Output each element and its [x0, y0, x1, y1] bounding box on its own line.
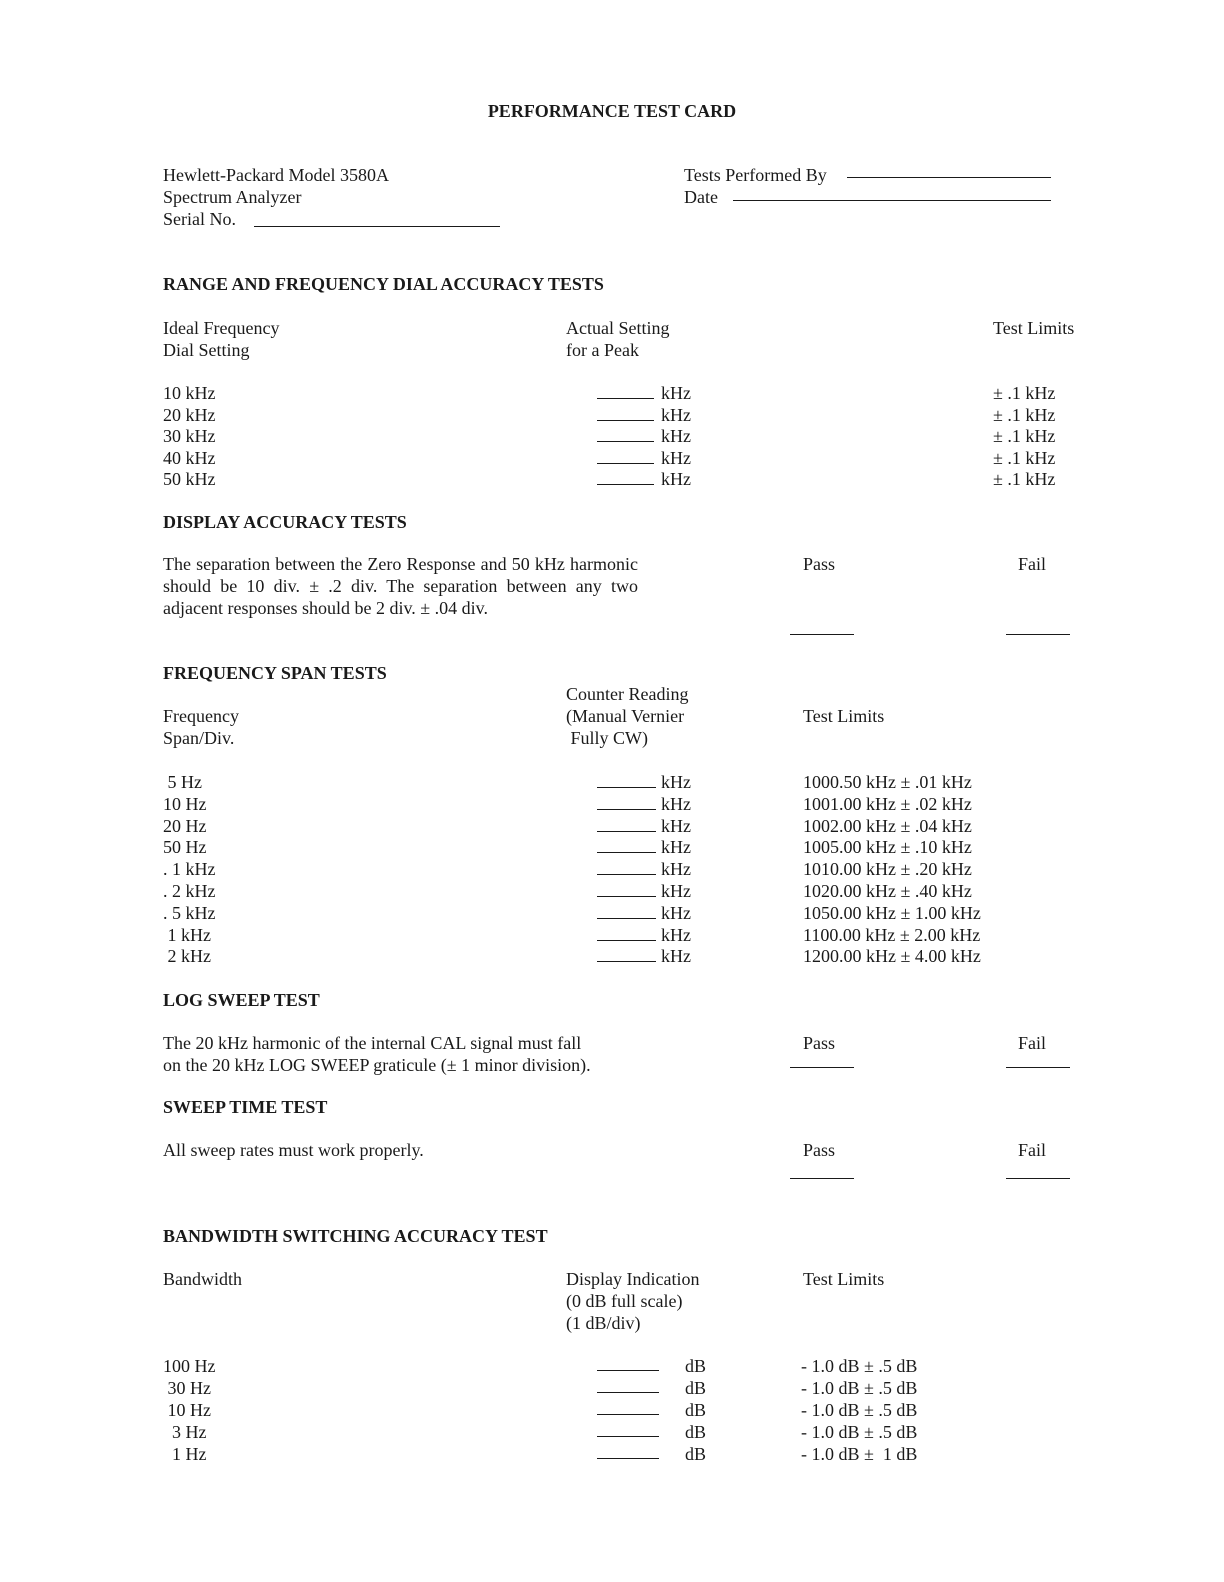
range-actual-field[interactable]	[597, 484, 654, 485]
range-actual-field[interactable]	[597, 441, 654, 442]
span-value: 2 kHz	[163, 946, 211, 967]
range-setting: 30 kHz	[163, 426, 216, 446]
span-value: 1 kHz	[163, 924, 211, 945]
span-limit: 1200.00 kHz ± 4.00 kHz	[803, 946, 981, 967]
display-pass-label: Pass	[803, 554, 836, 574]
span-reading-field[interactable]	[597, 874, 656, 875]
span-value: 10 Hz	[163, 793, 207, 814]
range-unit: kHz	[661, 469, 691, 489]
span-unit: kHz	[661, 793, 691, 814]
display-fail-field[interactable]	[1006, 634, 1070, 635]
range-limit: ± .1 kHz	[993, 447, 1056, 468]
span-limit: 1050.00 kHz ± 1.00 kHz	[803, 902, 981, 923]
date-field[interactable]	[733, 200, 1051, 201]
range-limit: ± .1 kHz	[993, 469, 1056, 489]
sweep-time-pass-field[interactable]	[790, 1178, 854, 1179]
span-value: . 5 kHz	[163, 902, 216, 923]
span-limit: 1002.00 kHz ± .04 kHz	[803, 815, 972, 836]
log-sweep-heading: LOG SWEEP TEST	[163, 990, 320, 1010]
bandwidth-unit: dB	[685, 1400, 707, 1420]
instrument-label: Spectrum Analyzer	[163, 187, 302, 207]
log-sweep-fail-label: Fail	[1018, 1033, 1047, 1053]
range-col2-line1: Actual Setting	[566, 318, 670, 338]
span-col1-line2: Span/Div.	[163, 728, 235, 748]
display-pass-field[interactable]	[790, 634, 854, 635]
range-unit: kHz	[661, 447, 691, 468]
span-value: 20 Hz	[163, 815, 207, 836]
log-sweep-text-line2: on the 20 kHz LOG SWEEP graticule (± 1 minor division).	[163, 1055, 591, 1075]
bandwidth-col2-line2: (0 dB full scale)	[566, 1291, 683, 1311]
bandwidth-unit: dB	[685, 1444, 707, 1464]
span-reading-field[interactable]	[597, 918, 656, 919]
sweep-time-pass-label: Pass	[803, 1140, 836, 1160]
span-reading-field[interactable]	[597, 961, 656, 962]
bandwidth-unit: dB	[685, 1356, 707, 1376]
bandwidth-indication-field[interactable]	[597, 1436, 659, 1437]
bandwidth-indication-field[interactable]	[597, 1458, 659, 1459]
range-limit: ± .1 kHz	[993, 426, 1056, 446]
bandwidth-value: 30 Hz	[163, 1378, 211, 1398]
date-label: Date	[684, 187, 718, 207]
span-limit: 1000.50 kHz ± .01 kHz	[803, 772, 972, 792]
range-limit: ± .1 kHz	[993, 404, 1056, 425]
sweep-time-text: All sweep rates must work properly.	[163, 1140, 424, 1160]
span-reading-field[interactable]	[597, 896, 656, 897]
span-limit: 1005.00 kHz ± .10 kHz	[803, 837, 972, 858]
bandwidth-limit: - 1.0 dB ± .5 dB	[801, 1356, 918, 1376]
sweep-time-heading: SWEEP TIME TEST	[163, 1097, 328, 1117]
span-value: . 2 kHz	[163, 881, 216, 901]
bandwidth-col1: Bandwidth	[163, 1269, 242, 1289]
bandwidth-col2-line1: Display Indication	[566, 1269, 700, 1289]
range-actual-field[interactable]	[597, 398, 654, 399]
span-value: 5 Hz	[163, 772, 202, 792]
span-reading-field[interactable]	[597, 852, 656, 853]
tests-performed-label: Tests Performed By	[684, 165, 827, 185]
range-unit: kHz	[661, 404, 691, 425]
span-reading-field[interactable]	[597, 831, 656, 832]
span-unit: kHz	[661, 902, 691, 923]
span-col1-line1: Frequency	[163, 706, 239, 726]
display-text: The separation between the Zero Response and 50 kHz harmonic should be 10 div. ± .2 div. The separation between any two adjacent responses should be 2 div. ± .04 div.	[163, 554, 638, 618]
bandwidth-unit: dB	[685, 1422, 707, 1442]
span-col2-line3: Fully CW)	[566, 728, 649, 748]
range-heading: RANGE AND FREQUENCY DIAL ACCURACY TESTS	[163, 274, 604, 294]
tests-performed-field[interactable]	[847, 177, 1051, 178]
sweep-time-fail-field[interactable]	[1006, 1178, 1070, 1179]
bandwidth-value: 10 Hz	[163, 1400, 211, 1420]
span-col2-line2: (Manual Vernier	[566, 706, 685, 726]
bandwidth-col2-line3: (1 dB/div)	[566, 1313, 641, 1333]
model-label: Hewlett-Packard Model 3580A	[163, 165, 389, 185]
display-heading: DISPLAY ACCURACY TESTS	[163, 512, 407, 532]
range-col1-line1: Ideal Frequency	[163, 318, 280, 338]
bandwidth-limit: - 1.0 dB ± .5 dB	[801, 1378, 918, 1398]
bandwidth-limit: - 1.0 dB ± .5 dB	[801, 1422, 918, 1442]
bandwidth-indication-field[interactable]	[597, 1392, 659, 1393]
span-unit: kHz	[661, 946, 691, 967]
range-col3: Test Limits	[993, 318, 1075, 338]
range-actual-field[interactable]	[597, 463, 654, 464]
span-limit: 1001.00 kHz ± .02 kHz	[803, 793, 972, 814]
span-value: 50 Hz	[163, 837, 207, 858]
range-actual-field[interactable]	[597, 420, 654, 421]
span-unit: kHz	[661, 837, 691, 858]
log-sweep-text-line1: The 20 kHz harmonic of the internal CAL signal must fall	[163, 1033, 582, 1053]
bandwidth-heading: BANDWIDTH SWITCHING ACCURACY TEST	[163, 1226, 548, 1246]
serial-field[interactable]	[254, 226, 500, 227]
span-limit: 1100.00 kHz ± 2.00 kHz	[803, 924, 981, 945]
display-fail-label: Fail	[1018, 554, 1047, 574]
span-unit: kHz	[661, 815, 691, 836]
log-sweep-pass-label: Pass	[803, 1033, 836, 1053]
serial-label: Serial No.	[163, 209, 236, 229]
range-setting: 50 kHz	[163, 469, 216, 489]
range-setting: 10 kHz	[163, 383, 216, 403]
span-limit: 1010.00 kHz ± .20 kHz	[803, 859, 972, 880]
bandwidth-col3: Test Limits	[803, 1269, 885, 1289]
range-setting: 20 kHz	[163, 404, 216, 425]
log-sweep-pass-field[interactable]	[790, 1067, 854, 1068]
range-unit: kHz	[661, 426, 691, 446]
bandwidth-indication-field[interactable]	[597, 1414, 659, 1415]
bandwidth-value: 100 Hz	[163, 1356, 216, 1376]
range-limit: ± .1 kHz	[993, 383, 1056, 403]
span-value: . 1 kHz	[163, 859, 216, 880]
range-setting: 40 kHz	[163, 447, 216, 468]
bandwidth-indication-field[interactable]	[597, 1370, 659, 1371]
bandwidth-value: 3 Hz	[163, 1422, 207, 1442]
span-col2-line1: Counter Reading	[566, 684, 689, 704]
span-col3: Test Limits	[803, 706, 885, 726]
span-limit: 1020.00 kHz ± .40 kHz	[803, 881, 972, 901]
span-reading-field[interactable]	[597, 940, 656, 941]
span-unit: kHz	[661, 859, 691, 880]
sweep-time-fail-label: Fail	[1018, 1140, 1047, 1160]
span-unit: kHz	[661, 772, 691, 792]
span-unit: kHz	[661, 881, 691, 901]
bandwidth-unit: dB	[685, 1378, 707, 1398]
log-sweep-fail-field[interactable]	[1006, 1067, 1070, 1068]
span-unit: kHz	[661, 924, 691, 945]
bandwidth-value: 1 Hz	[163, 1444, 207, 1464]
range-col1-line2: Dial Setting	[163, 340, 250, 360]
bandwidth-limit: - 1.0 dB ± .5 dB	[801, 1400, 918, 1420]
range-unit: kHz	[661, 383, 691, 403]
span-heading: FREQUENCY SPAN TESTS	[163, 663, 387, 683]
span-reading-field[interactable]	[597, 809, 656, 810]
bandwidth-limit: - 1.0 dB ± 1 dB	[801, 1444, 918, 1464]
page-title: PERFORMANCE TEST CARD	[487, 101, 737, 121]
span-reading-field[interactable]	[597, 787, 656, 788]
range-col2-line2: for a Peak	[566, 340, 639, 360]
